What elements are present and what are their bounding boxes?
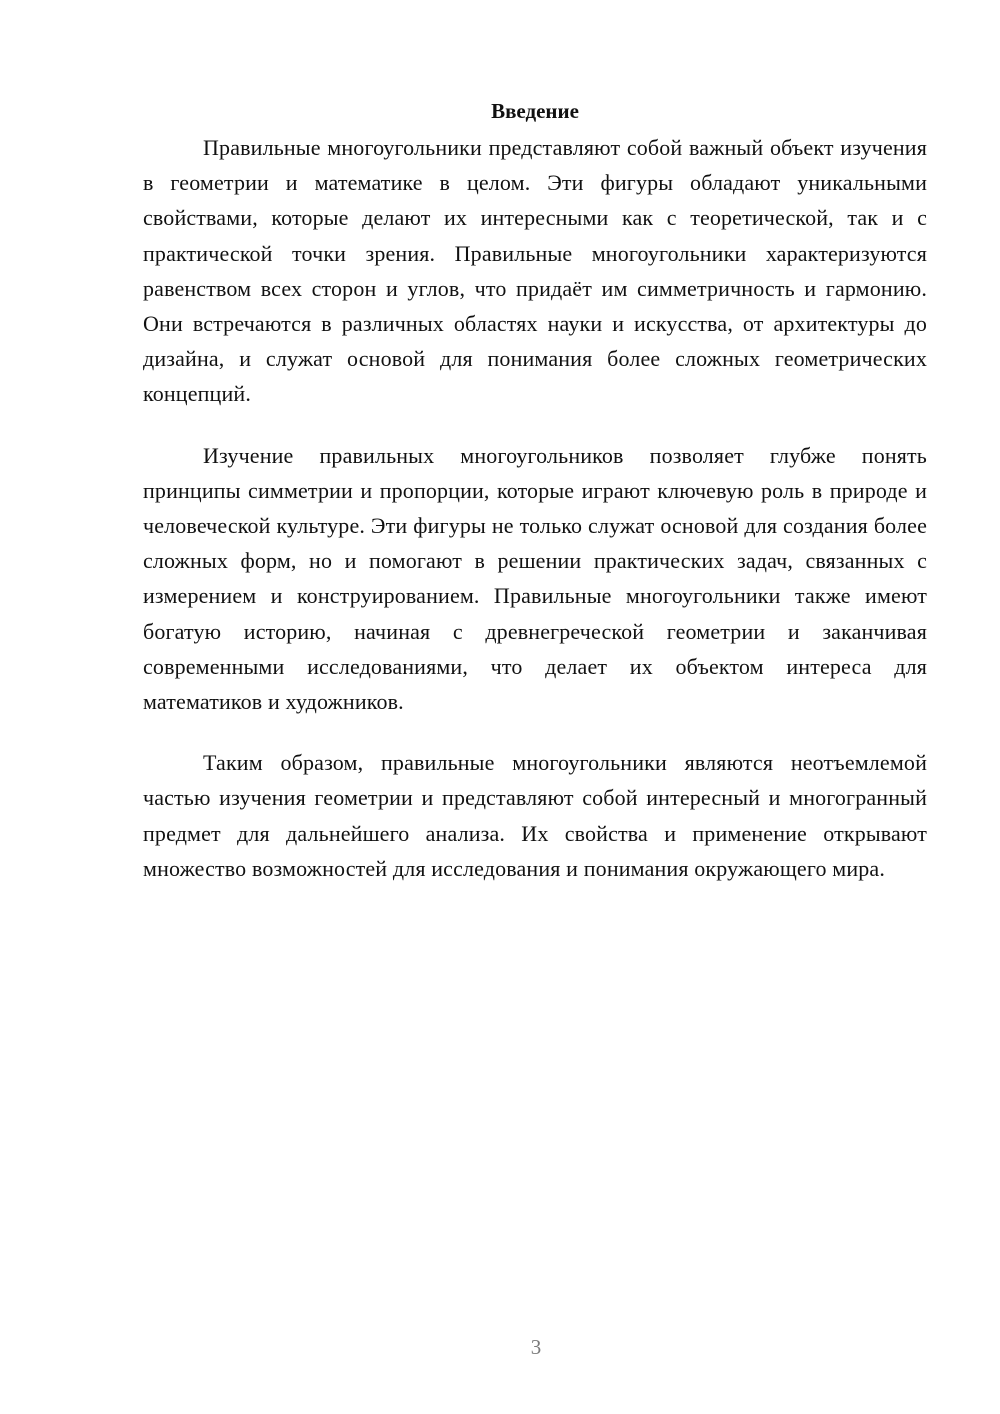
paragraph: Таким образом, правильные многоугольники являются неотъемлемой частью изучения геометрии и представляют собой интересный и многогранный предмет для дальнейшего анализа. Их свойства и применение открывают множество возможностей для исследования и понимания окружающего мира. <box>143 750 927 881</box>
page-content <box>143 96 927 912</box>
page-number: 3 <box>530 1335 542 1359</box>
paragraph: Изучение правильных многоугольников позволяет глубже понять принципы симметрии и пропорции, которые играют ключевую роль в природе и человеческой культуре. Эти фигуры не только служат основой для создания более сложных форм, но и помогают в решении практических задач, связанных с измерением и конструированием. Правильные многоугольники также имеют богатую историю, начиная с древнегреческой геометрии и заканчивая современными исследованиями, что делает их объектом интереса для математиков и художников. <box>143 442 927 715</box>
section-heading: Введение <box>491 99 579 123</box>
paragraph: Правильные многоугольники представляют собой важный объект изучения в геометрии и математике в целом. Эти фигуры обладают уникальными свойствами, которые делают их интересными как с теоретической, так и с практической точки зрения. Правильные многоугольники характеризуются равенством всех сторон и углов, что придаёт им симметричность и гармонию. Они встречаются в различных областях науки и искусства, от архитектуры до дизайна, и служат основой для понимания более сложных геометрических концепций. <box>143 135 927 407</box>
